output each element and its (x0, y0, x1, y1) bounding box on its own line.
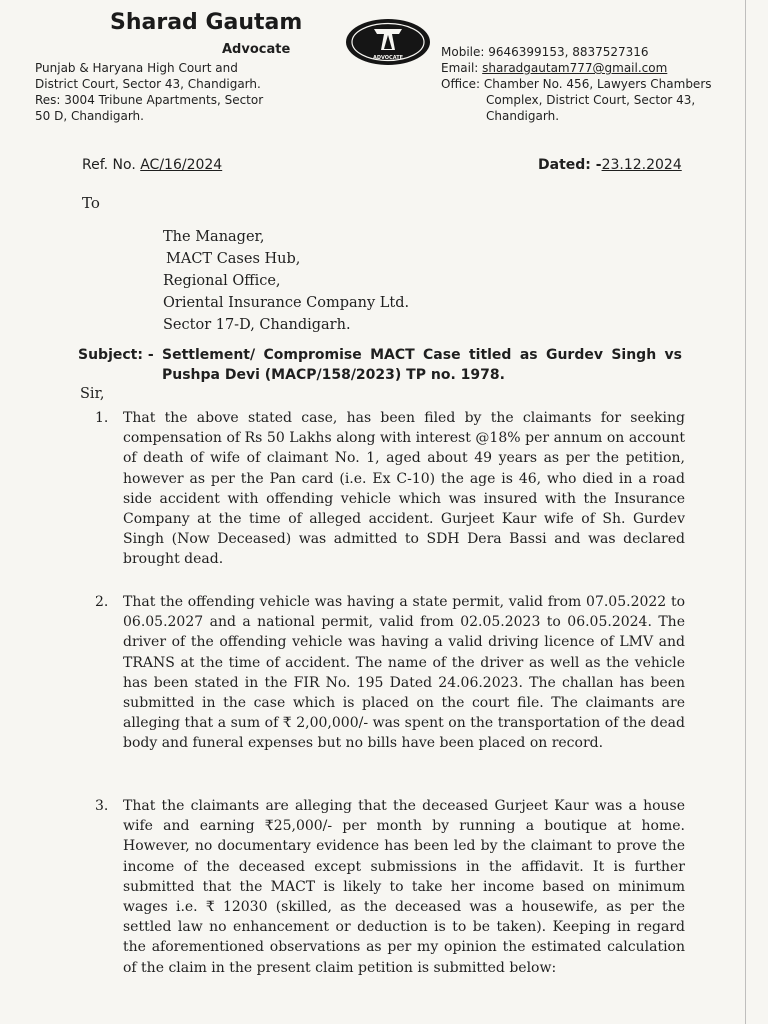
recipient-line: Regional Office, (163, 273, 281, 289)
date-label: Dated: - (538, 157, 602, 173)
recipient-line: The Manager, (163, 229, 265, 245)
paragraph-number: 3. (95, 798, 109, 814)
address-line: Punjab & Haryana High Court and (35, 61, 238, 75)
paragraph-2 (95, 592, 685, 754)
address-line: District Court, Sector 43, Chandigarh. (35, 77, 261, 91)
to-line: To (82, 194, 100, 212)
address-line: Res: 3004 Tribune Apartments, Sector (35, 93, 264, 107)
paragraph-3 (95, 796, 685, 978)
letter-date (538, 157, 682, 173)
subject-label: Subject: - (78, 347, 154, 363)
office-address-line: Complex, District Court, Sector 43, (486, 93, 696, 107)
advocate-logo (345, 18, 431, 66)
paragraph-text: That the claimants are alleging that the deceased Gurjeet Kaur was a house wife and earning ₹25,000/- per month by running a boutique at home. However, no documentary evidence has been led by the claimant to prove the income of the deceased except submissions in the affidavit. It is further submitted that the MACT is likely to take her income based on minimum wages i.e. ₹ 12030 (skilled, as the deceased was a housewife, as per the settled law no enhancement or deduction is to be taken). Keeping in regard the aforementioned observations as per my opinion the estimated calculation of the claim in the present claim petition is submitted below: (123, 798, 685, 976)
office-label: Office: (441, 77, 481, 91)
recipient-line: Sector 17-D, Chandigarh. (163, 317, 351, 333)
advocate-title: Advocate (222, 42, 291, 57)
email-link[interactable]: sharadgautam777@gmail.com (482, 61, 668, 75)
contact-block (441, 44, 712, 124)
mobile-label: Mobile: (441, 45, 485, 59)
paragraph-number: 2. (95, 594, 109, 610)
paragraph-1 (95, 408, 685, 570)
recipient-line: Oriental Insurance Company Ltd. (163, 295, 410, 311)
office-address-line: Chandigarh. (486, 109, 560, 123)
logo-text: ADVOCATE (372, 55, 404, 61)
ref-label: Ref. No. (82, 157, 136, 173)
office-address-line: Chamber No. 456, Lawyers Chambers (483, 77, 712, 91)
paragraph-text: That the offending vehicle was having a state permit, valid from 07.05.2022 to 06.05.2027 and a national permit, valid from 02.05.2023 to 06.05.2024. The driver of the offending vehicle was having a valid driving licence of LMV and TRANS at the time of accident. The name of the driver as well as the vehicle has been stated in the FIR No. 195 Dated 24.06.2023. The challan has been submitted in the case which is placed on the court file. The claimants are alleging that a sum of ₹ 2,00,000/- was spent on the transportation of the dead body and funeral expenses but no bills have been placed on record. (123, 594, 685, 752)
paragraph-number: 1. (95, 410, 109, 426)
date-value: 23.12.2024 (601, 157, 682, 173)
mobile-numbers: 9646399153, 8837527316 (488, 45, 649, 59)
subject-text: Settlement/ Compromise MACT Case titled as Gurdev Singh vs Pushpa Devi (MACP/158/2023) TP no. 1978. (162, 347, 682, 383)
salutation: Sir, (80, 386, 105, 402)
ref-value: AC/16/2024 (140, 157, 223, 173)
paragraph-text: That the above stated case, has been filed by the claimants for seeking compensation of Rs 50 Lakhs along with interest @18% per annum on account of death of wife of claimant No. 1, aged about 49 years as per the petition, however as per the Pan card (i.e. Ex C-10) the age is 46, who died in a road side accident with offending vehicle which was insured with the Insurance Company at the time of alleged accident. Gurjeet Kaur wife of Sh. Gurdev Singh (Now Deceased) was admitted to SDH Dera Bassi and was declared brought dead. (123, 410, 685, 568)
recipient-line: MACT Cases Hub, (166, 251, 301, 267)
reference-number (82, 157, 222, 173)
recipient-address (163, 226, 409, 336)
page-edge (745, 0, 746, 1024)
address-line: 50 D, Chandigarh. (35, 109, 144, 123)
advocate-name: Sharad Gautam (110, 10, 303, 35)
chamber-address (35, 60, 305, 124)
email-label: Email: (441, 61, 479, 75)
